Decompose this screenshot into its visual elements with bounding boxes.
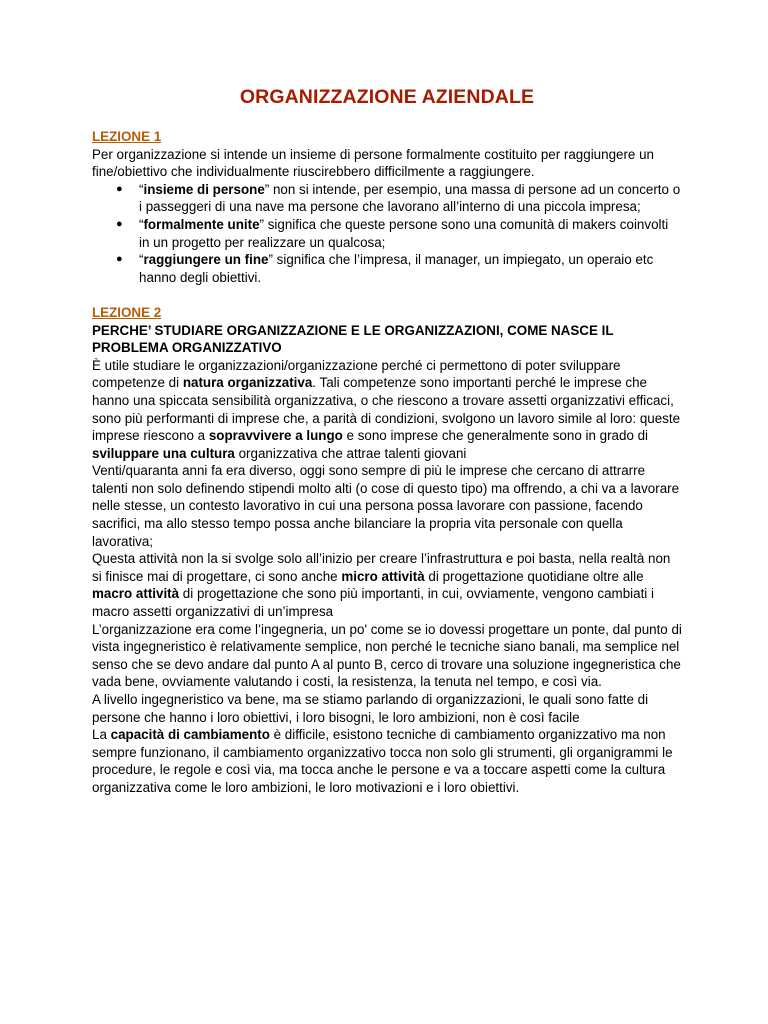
bullet-icon: ●	[116, 253, 123, 266]
lesson-2-paragraph-4: L’organizzazione era come l’ingegneria, un po' come se io dovessi progettare un ponte, dal punto di vista ingegneristico è relativamente semplice, non perché le tecniche siano banali, ma semplice nel senso che se devo andare dal punto A al punto B, cerco di trovare una soluzione ingegneristica che vada bene, ovviamente valutando i costi, la resistenza, la tenuta nel tempo, e così via.	[92, 621, 682, 690]
paragraph-spacer	[92, 286, 682, 304]
text-run: . Tali competenze sono importanti perché le imprese che hanno una spiccata sensibilità organizzativa, o che riescono a trovare assetti organizzativi efficaci, sono più performanti di imprese che, a parità di condizioni, svolgono un lavoro simile al loro: queste imprese riescono a	[92, 375, 681, 444]
text-run: è difficile, esistono tecniche di cambiamento organizzativo ma non sempre funzionano, il cambiamento organizzativo tocca non solo gli strumenti, gli organigrammi le procedure, le regole e così via, ma tocca anche le persone e va a toccare aspetti come la cultura organizzativa come le loro ambizioni, le loro motivazioni e i loro obiettivi.	[92, 727, 673, 795]
bullet-term: insieme di persone	[143, 181, 265, 197]
text-run: organizzativa che attrae talenti giovani	[234, 445, 467, 461]
bullet-text: ” non si intende, per esempio, una massa di persone ad un concerto o i passeggeri di una nave ma persone che lavorano all’interno di una piccola impresa;	[139, 181, 681, 215]
document-title: ORGANIZZAZIONE AZIENDALE	[239, 86, 535, 108]
quote-open: “	[139, 181, 144, 197]
bullet-term: formalmente unite	[143, 216, 260, 232]
list-item	[92, 216, 682, 251]
bold-term: sviluppare una cultura	[92, 445, 235, 461]
bullet-text: ” significa che l’impresa, il manager, un impiegato, un operaio etc hanno degli obiettivi.	[139, 252, 654, 285]
lesson-2-heading: LEZIONE 2	[92, 304, 162, 320]
lesson-2-paragraph-3	[92, 550, 682, 620]
lesson-2-paragraph-1	[92, 357, 682, 463]
bold-term: macro attività	[92, 586, 180, 602]
lesson-1-heading: LEZIONE 1	[92, 129, 162, 144]
bold-term: natura organizzativa	[182, 375, 313, 391]
text-run: La	[92, 727, 111, 743]
bullet-term: raggiungere un fine	[143, 252, 269, 268]
list-item	[92, 251, 682, 286]
text-run: e sono imprese che generalmente sono in grado di	[342, 428, 649, 444]
lesson-1-bullet-list	[92, 181, 682, 287]
bullet-icon: ●	[116, 217, 123, 230]
bullet-text: ” significa che queste persone sono una comunità di makers coinvolti in un progetto per realizzare un qualcosa;	[139, 216, 669, 250]
lesson-2-subheading: PERCHE’ STUDIARE ORGANIZZAZIONE E LE ORGANIZZAZIONI, COME NASCE IL PROBLEMA ORGANIZZATIVO	[92, 322, 614, 356]
lesson-2-paragraph-6	[92, 726, 682, 796]
text-run: Questa attività non la si svolge solo all’inizio per creare l’infrastruttura e poi basta, nella realtà non si finisce mai di progettare, ci sono anche	[92, 551, 671, 584]
document-page	[92, 84, 682, 797]
bold-term: sopravvivere a lungo	[208, 428, 343, 444]
lesson-1-intro: Per organizzazione si intende un insieme di persone formalmente costituito per raggiungere un fine/obiettivo che individualmente riuscirebbero difficilmente a raggiungere.	[92, 146, 654, 180]
quote-open: “	[139, 216, 144, 232]
lesson-2-paragraph-2: Venti/quaranta anni fa era diverso, oggi sono sempre di più le imprese che cercano di attrarre talenti non solo definendo stipendi molto alti (o cose di questo tipo) ma offrendo, a chi va a lavorare nelle stesse, un contesto lavorativo in cui una persona possa lavorare con passione, facendo sacrifici, ma allo stesso tempo possa anche bilanciare la propria vita personale con quella lavorativa;	[92, 463, 680, 549]
text-run: di progettazione quotidiane oltre alle	[424, 568, 644, 584]
quote-open: “	[139, 252, 144, 268]
lesson-2-paragraph-5: A livello ingegneristico va bene, ma se stiamo parlando di organizzazioni, le quali sono fatte di persone che hanno i loro obiettivi, i loro bisogni, le loro ambizioni, non è così facile	[92, 692, 649, 725]
bullet-icon: ●	[116, 182, 123, 195]
list-item	[92, 181, 682, 216]
bold-term: micro attività	[341, 568, 425, 584]
text-run: È utile studiare le organizzazioni/organizzazione perché ci permettono di poter sviluppare competenze di	[92, 357, 621, 391]
text-run: di progettazione che sono più importanti, in cui, ovviamente, vengono cambiati i macro assetti organizzativi di un’impresa	[92, 586, 654, 620]
bold-term: capacità di cambiamento	[110, 727, 270, 743]
